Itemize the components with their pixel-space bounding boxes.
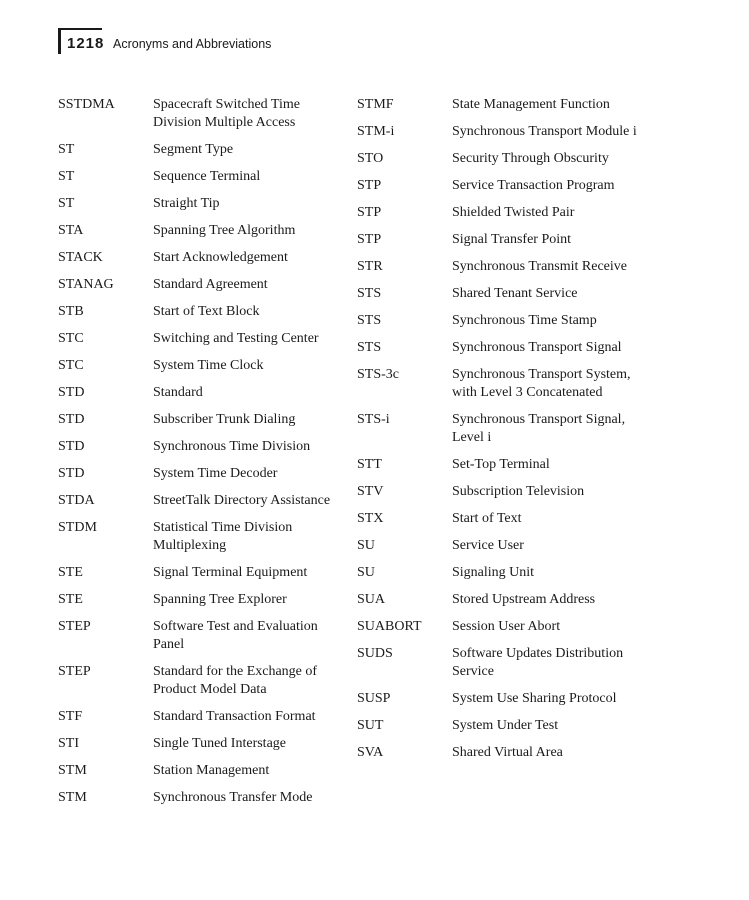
acronym-term: ST [58,196,75,211]
glossary-entry [357,96,647,114]
acronym-definition: Start of Text [452,511,522,526]
glossary-entry [357,285,647,303]
acronym-definition: Subscription Television [452,484,585,499]
glossary-entry [58,330,348,348]
glossary-entry [58,249,348,267]
glossary-entry [58,708,348,726]
acronym-term: STA [58,223,84,238]
acronym-definition: Service User [452,538,524,553]
acronym-term: STM-i [357,124,395,139]
acronym-definition: Standard [153,385,203,400]
acronym-term: STC [58,358,84,373]
acronym-definition: Single Tuned Interstage [153,736,286,751]
glossary-entry [357,537,647,555]
acronym-term: SUSP [357,691,391,706]
acronym-term: STDA [58,493,95,508]
acronym-definition: Service Transaction Program [452,178,615,193]
acronym-definition: System Use Sharing Protocol [452,691,617,706]
glossary-entry [58,222,348,240]
acronym-term: STS [357,340,382,355]
glossary-entry [58,663,348,699]
acronym-definition: Shared Tenant Service [452,286,578,301]
acronym-term: STM [58,763,87,778]
acronym-definition: Synchronous Transport Module i [452,124,637,139]
acronym-term: STE [58,565,83,580]
acronym-definition: Spanning Tree Explorer [153,592,287,607]
acronym-term: STP [357,205,382,220]
glossary-entry [357,150,647,168]
acronym-term: STD [58,439,85,454]
glossary-entry [357,411,647,447]
glossary-entry [58,492,348,510]
glossary-entry [58,195,348,213]
acronym-term: STI [58,736,79,751]
glossary-entry [357,231,647,249]
acronym-term: STACK [58,250,103,265]
acronym-term: STE [58,592,83,607]
acronym-definition: System Time Decoder [153,466,278,481]
acronym-definition: Synchronous Transport System, with Level 3 Concatenated [452,367,631,400]
acronym-term: STD [58,385,85,400]
acronym-term: STO [357,151,384,166]
acronym-term: STB [58,304,84,319]
acronym-term: STEP [58,619,91,634]
acronym-term: STS-3c [357,367,399,382]
glossary-entry [58,519,348,555]
acronym-term: SUDS [357,646,393,661]
glossary-entry [58,384,348,402]
glossary-entry [357,258,647,276]
glossary-entry [58,564,348,582]
glossary-entry [357,366,647,402]
acronym-term: ST [58,169,75,184]
acronym-definition: Session User Abort [452,619,561,634]
glossary-entry [58,438,348,456]
acronym-term: SVA [357,745,384,760]
acronym-definition: Software Test and Evaluation Panel [153,619,318,652]
acronym-definition: Station Management [153,763,270,778]
page-number: 1218 [67,35,105,52]
left-column [58,96,348,816]
acronym-definition: StreetTalk Directory Assistance [153,493,331,508]
acronym-definition: Signal Terminal Equipment [153,565,308,580]
glossary-entry [357,510,647,528]
acronym-term: STT [357,457,382,472]
acronym-definition: System Under Test [452,718,559,733]
glossary-entry [58,735,348,753]
glossary-entry [357,690,647,708]
acronym-term: STV [357,484,384,499]
acronym-definition: Synchronous Transmit Receive [452,259,627,274]
acronym-term: SUABORT [357,619,422,634]
glossary-entry [58,789,348,807]
acronym-term: STMF [357,97,394,112]
glossary-entry [58,465,348,483]
glossary-entry [357,456,647,474]
glossary-entry [357,204,647,222]
acronym-definition: Signaling Unit [452,565,535,580]
header-rule-vertical [58,28,61,54]
acronym-definition: Sequence Terminal [153,169,261,184]
acronym-definition: Switching and Testing Center [153,331,319,346]
acronym-term: SSTDMA [58,97,115,112]
acronym-term: STP [357,232,382,247]
acronym-term: SU [357,565,375,580]
acronym-definition: Set-Top Terminal [452,457,550,472]
glossary-entry [357,618,647,636]
glossary-entry [58,96,348,132]
acronym-definition: Segment Type [153,142,234,157]
acronym-term: ST [58,142,75,157]
acronym-definition: Security Through Obscurity [452,151,609,166]
running-title: Acronyms and Abbreviations [113,37,272,51]
acronym-definition: Synchronous Transfer Mode [153,790,313,805]
glossary-entry [357,717,647,735]
acronym-definition: Straight Tip [153,196,220,211]
acronym-term: STD [58,412,85,427]
acronym-term: STC [58,331,84,346]
glossary-entry [58,357,348,375]
right-column [357,96,647,771]
acronym-definition: Synchronous Time Stamp [452,313,597,328]
acronym-definition: Start of Text Block [153,304,260,319]
glossary-entry [58,591,348,609]
acronym-term: STP [357,178,382,193]
acronym-definition: Statistical Time Division Multiplexing [153,520,293,553]
acronym-term: STANAG [58,277,114,292]
acronym-term: STX [357,511,384,526]
acronym-definition: State Management Function [452,97,610,112]
acronym-term: STF [58,709,83,724]
acronym-definition: Shared Virtual Area [452,745,563,760]
acronym-definition: Subscriber Trunk Dialing [153,412,296,427]
acronym-definition: Synchronous Transport Signal [452,340,622,355]
acronym-term: STS [357,286,382,301]
glossary-entry [58,411,348,429]
glossary-entry [357,312,647,330]
acronym-definition: Spanning Tree Algorithm [153,223,296,238]
glossary-entry [357,339,647,357]
acronym-term: STD [58,466,85,481]
acronym-definition: Signal Transfer Point [452,232,572,247]
glossary-entry [357,483,647,501]
acronym-definition: System Time Clock [153,358,264,373]
acronym-definition: Shielded Twisted Pair [452,205,575,220]
glossary-entry [357,645,647,681]
glossary-entry [58,303,348,321]
glossary-entry [58,762,348,780]
acronym-term: SUT [357,718,384,733]
acronym-definition: Standard for the Exchange of Product Model Data [153,664,318,697]
acronym-definition: Software Updates Distribution Service [452,646,624,679]
acronym-term: STEP [58,664,91,679]
acronym-term: STDM [58,520,97,535]
acronym-definition: Spacecraft Switched Time Division Multiple Access [153,97,300,130]
acronym-definition: Stored Upstream Address [452,592,596,607]
acronym-term: STR [357,259,383,274]
acronym-definition: Synchronous Time Division [153,439,311,454]
acronym-definition: Synchronous Transport Signal, Level i [452,412,626,445]
acronym-term: STS-i [357,412,390,427]
glossary-entry [58,141,348,159]
glossary-entry [58,276,348,294]
acronym-definition: Standard Transaction Format [153,709,316,724]
glossary-entry [357,744,647,762]
acronym-term: STM [58,790,87,805]
header-rule [58,28,102,30]
acronym-definition: Standard Agreement [153,277,268,292]
glossary-entry [58,618,348,654]
glossary-entry [357,177,647,195]
acronym-definition: Start Acknowledgement [153,250,288,265]
acronym-term: STS [357,313,382,328]
glossary-entry [357,564,647,582]
glossary-entry [357,123,647,141]
acronym-term: SUA [357,592,386,607]
glossary-entry [58,168,348,186]
glossary-entry [357,591,647,609]
acronym-term: SU [357,538,375,553]
